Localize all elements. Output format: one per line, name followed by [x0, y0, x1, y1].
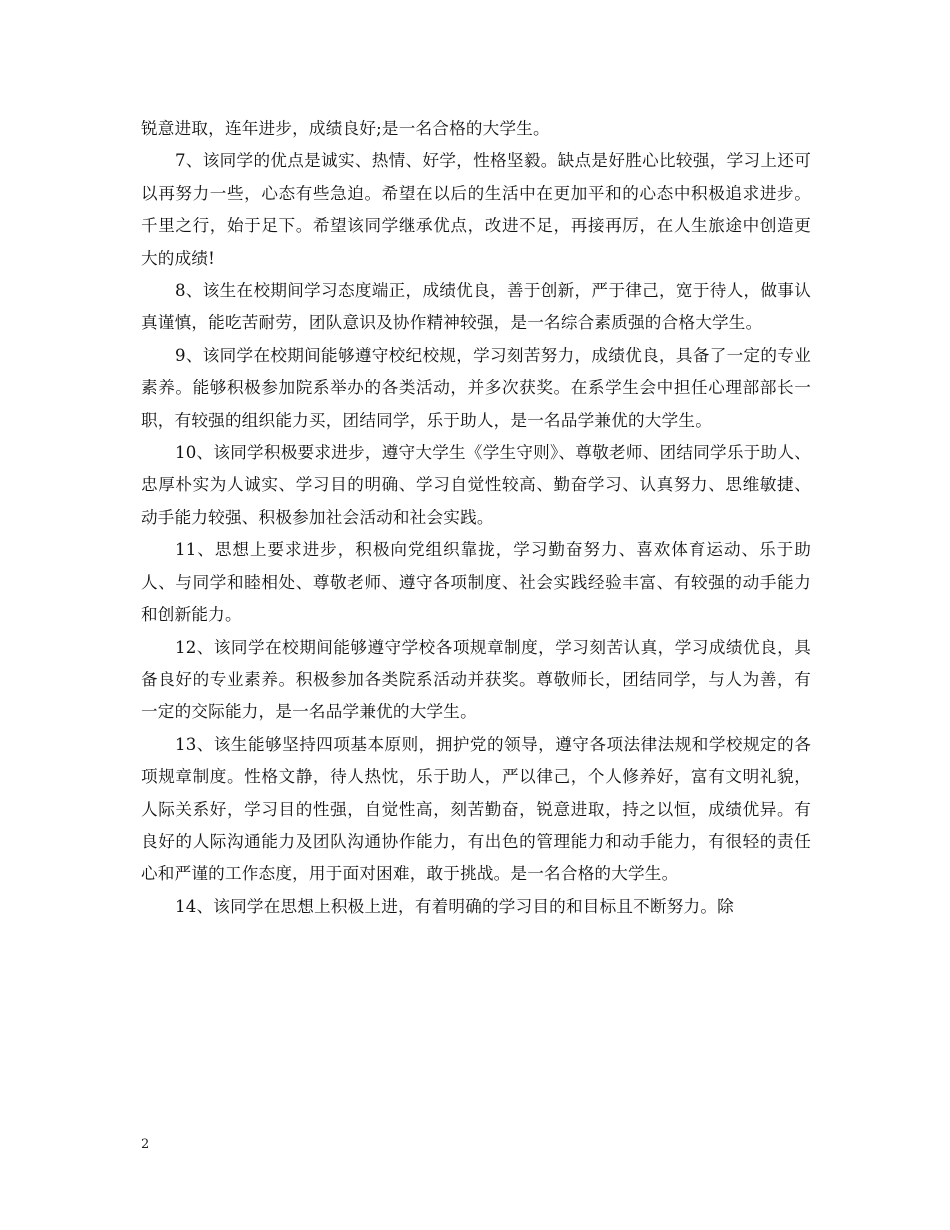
- page-number: 2: [141, 1137, 150, 1152]
- paragraph-item-9: 9、该同学在校期间能够遵守校纪校规，学习刻苦努力，成绩优良，具备了一定的专业素养。能够积极参加院系举办的各类活动，并多次获奖。在系学生会中担任心理部部长一职，有较强的组织能力买，团结同学，乐于助人，是一名品学兼优的大学生。: [141, 345, 811, 430]
- document-body: [141, 113, 811, 923]
- paragraph-item-13: 13、该生能够坚持四项基本原则，拥护党的领导，遵守各项法律法规和学校规定的各项规章制度。性格文静，待人热忱，乐于助人，严以律己，个人修养好，富有文明礼貌，人际关系好，学习目的性强，自觉性高，刻苦勤奋，锐意进取，持之以恒，成绩优异。有良好的人际沟通能力及团队沟通协作能力，有出色的管理能力和动手能力，有很轻的责任心和严谨的工作态度，用于面对困难，敢于挑战。是一名合格的大学生。: [141, 734, 811, 884]
- paragraph-item-10: 10、该同学积极要求进步，遵守大学生《学生守则》、尊敬老师、团结同学乐于助人、忠厚朴实为人诚实、学习目的明确、学习自觉性较高、勤奋学习、认真努力、思维敏捷、动手能力较强、积极参加社会活动和社会实践。: [141, 443, 811, 527]
- paragraph-item-14: 14、该同学在思想上积极上进，有着明确的学习目的和目标且不断努力。除: [175, 896, 734, 916]
- paragraph-item-7: 7、该同学的优点是诚实、热情、好学，性格坚毅。缺点是好胜心比较强，学习上还可以再努力一些，心态有些急迫。希望在以后的生活中在更加平和的心态中积极追求进步。千里之行，始于足下。希望该同学继承优点，改进不足，再接再厉，在人生旅途中创造更大的成绩!: [141, 151, 811, 268]
- paragraph-item-8: 8、该生在校期间学习态度端正，成绩优良，善于创新，严于律己，宽于待人，做事认真谨慎，能吃苦耐劳，团队意识及协作精神较强，是一名综合素质强的合格大学生。: [141, 281, 811, 333]
- paragraph-item-12: 12、该同学在校期间能够遵守学校各项规章制度，学习刻苦认真，学习成绩优良，具备良好的专业素养。积极参加各类院系活动并获奖。尊敬师长，团结同学，与人为善，有一定的交际能力，是一名品学兼优的大学生。: [141, 637, 811, 722]
- paragraph-continuation: 锐意进取，连年进步，成绩良好;是一名合格的大学生。: [141, 119, 550, 138]
- paragraph-item-11: 11、思想上要求进步，积极向党组织靠拢，学习勤奋努力、喜欢体育运动、乐于助人、与同学和睦相处、尊敬老师、遵守各项制度、社会实践经验丰富、有较强的动手能力和创新能力。: [141, 540, 811, 625]
